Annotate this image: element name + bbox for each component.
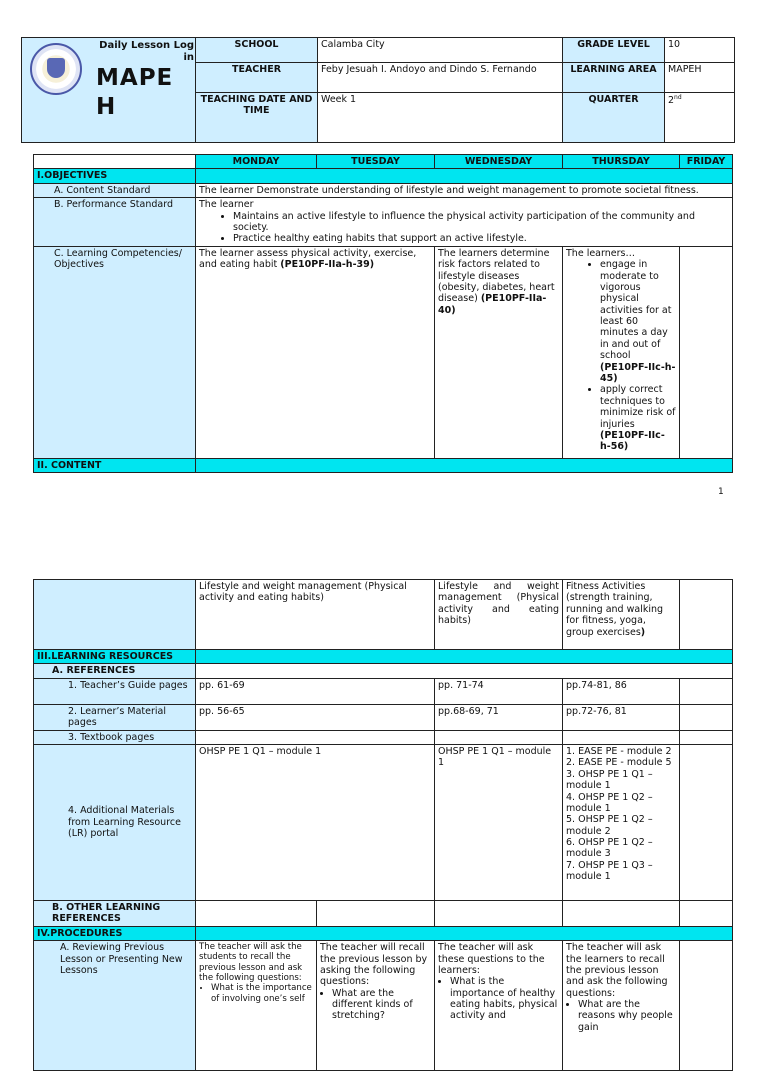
add-wednesday: OHSP PE 1 Q1 – module 1 [435,744,563,900]
objectives-table [33,154,733,473]
header-table [21,37,735,143]
add-thursday-item: 6. OHSP PE 1 Q2 – module 3 [566,837,653,860]
resources-heading: III.LEARNING RESOURCES [34,650,196,664]
lm-monday: pp. 56-65 [196,704,435,730]
lc-friday [680,246,733,458]
resources-heading-fill [196,650,733,664]
date-value: Week 1 [318,93,563,143]
review-friday [680,941,733,1071]
content-wednesday: Lifestyle and weight management (Physical activity and eating habits) [435,580,563,650]
lm-wednesday: pp.68-69, 71 [435,704,563,730]
content-heading-fill [196,458,733,472]
lc-thursday-item: • engage in moderate to vigorous physical activities for at least 60 minutes a day in and out of school (PE10PF-IIc-h-45) [600,259,676,384]
lc-thursday: The learners… • engage in moderate to vigorous physical activities for at least 60 minutes a day in and out of school (PE10PF-IIc-h-45) • apply correct techniques to minimize risk of injuries (PE10PF-IIc- h-56) [563,246,680,458]
other-references-label: B. OTHER LEARNING REFERENCES [34,900,196,926]
other-monday [196,900,317,926]
performance-standard-label: B. Performance Standard [34,198,196,247]
school-logo-cell [22,38,196,143]
review-thursday: The teacher will ask the learners to recall the previous lesson and ask the following questions: • What are the reasons why people gain [563,941,680,1071]
content-friday [680,580,733,650]
performance-standard-intro: The learner [199,199,254,211]
teacher-value: Feby Jesuah I. Andoyo and Dindo S. Fernando [318,63,563,93]
area-label: LEARNING AREA [563,63,665,93]
textbook-label: 3. Textbook pages [34,730,196,744]
lc-monday: The learner assess physical activity, exercise, and eating habit (PE10PF-IIa-h-39) [196,246,435,458]
content-thursday: Fitness Activities (strength training, running and walking for fitness, yoga, group exercises) [563,580,680,650]
performance-standard-item: • Maintains an active lifestyle to influence the physical activity participation of the community and society. [233,211,729,234]
content-heading: II. CONTENT [34,458,196,472]
other-friday [680,900,733,926]
day-monday: MONDAY [196,155,317,169]
blank-corner [34,155,196,169]
performance-standard-item: • Practice healthy eating habits that support an active lifestyle. [233,233,729,244]
other-wednesday [435,900,563,926]
resources-table [33,579,733,1071]
add-friday [680,744,733,900]
learners-material-label: 2. Learner’s Material pages [34,704,196,730]
tb-monday [196,730,435,744]
grade-label: GRADE LEVEL [563,38,665,63]
content-standard-label: A. Content Standard [34,183,196,197]
content-standard-value: The learner Demonstrate understanding of lifestyle and weight management to promote societal fitness. [196,183,733,197]
tg-monday: pp. 61-69 [196,678,435,704]
lc-thursday-item: • apply correct techniques to minimize risk of injuries (PE10PF-IIc- h-56) [600,384,676,452]
quarter-value: 2nd [665,93,735,143]
tb-thursday [563,730,680,744]
add-thursday-item: 2. EASE PE - module 5 [566,757,672,769]
lm-friday [680,704,733,730]
tb-friday [680,730,733,744]
references-fill [196,664,733,678]
quarter-label: QUARTER [563,93,665,143]
lc-wednesday: The learners determine risk factors related to lifestyle diseases (obesity, diabetes, heart disease) (PE10PF-IIa-40) [435,246,563,458]
day-wednesday: WEDNESDAY [435,155,563,169]
subject-title: MAPE H [96,65,174,120]
procedures-heading-fill [196,926,733,940]
lm-thursday: pp.72-76, 81 [563,704,680,730]
day-friday: FRIDAY [680,155,733,169]
date-label: TEACHING DATE AND TIME [196,93,318,143]
tg-friday [680,678,733,704]
objectives-heading-fill [196,169,733,183]
school-label: SCHOOL [196,38,318,63]
add-thursday-item: 7. OHSP PE 1 Q3 – module 1 [566,859,653,883]
add-thursday-item: 5. OHSP PE 1 Q2 – module 2 [566,814,653,837]
teacher-label: TEACHER [196,63,318,93]
review-tuesday: The teacher will recall the previous lesson by asking the following questions: • What are the different kinds of stretching? [317,941,435,1071]
add-thursday-item: 3. OHSP PE 1 Q1 – module 1 [566,768,653,792]
additional-materials-label: 4. Additional Materials from Learning Resource (LR) portal [34,744,196,900]
tb-wednesday [435,730,563,744]
day-thursday: THURSDAY [563,155,680,169]
tg-thursday: pp.74-81, 86 [563,678,680,704]
page-number: 1 [718,487,724,497]
teachers-guide-label: 1. Teacher’s Guide pages [34,678,196,704]
add-thursday-item: 4. OHSP PE 1 Q2 – module 1 [566,791,653,814]
other-tuesday [317,900,435,926]
other-thursday [563,900,680,926]
content-monday: Lifestyle and weight management (Physical activity and eating habits) [196,580,435,650]
reviewing-lesson-label: A. Reviewing Previous Lesson or Presenting New Lessons [34,941,196,1071]
grade-value: 10 [665,38,735,63]
tg-wednesday: pp. 71-74 [435,678,563,704]
add-thursday-item: 1. EASE PE - module 2 [566,745,672,757]
day-tuesday: TUESDAY [317,155,435,169]
add-monday: OHSP PE 1 Q1 – module 1 [196,744,435,900]
learning-competencies-label: C. Learning Competencies/ Objectives [34,246,196,458]
review-monday: The teacher will ask the students to recall the previous lesson and ask the following questions: • What is the importance of involving one’s self [196,941,317,1071]
area-value: MAPEH [665,63,735,93]
add-thursday [563,744,680,900]
performance-standard-value [196,198,733,247]
content-label-blank [34,580,196,650]
procedures-heading: IV.PROCEDURES [34,926,196,940]
school-value: Calamba City [318,38,563,63]
dll-title: Daily Lesson Log in [99,40,194,63]
review-wednesday: The teacher will ask these questions to the learners: • What is the importance of healthy eating habits, physical activity and [435,941,563,1071]
references-label: A. REFERENCES [34,664,196,678]
deped-seal-icon [30,43,82,95]
objectives-heading: I.OBJECTIVES [34,169,196,183]
